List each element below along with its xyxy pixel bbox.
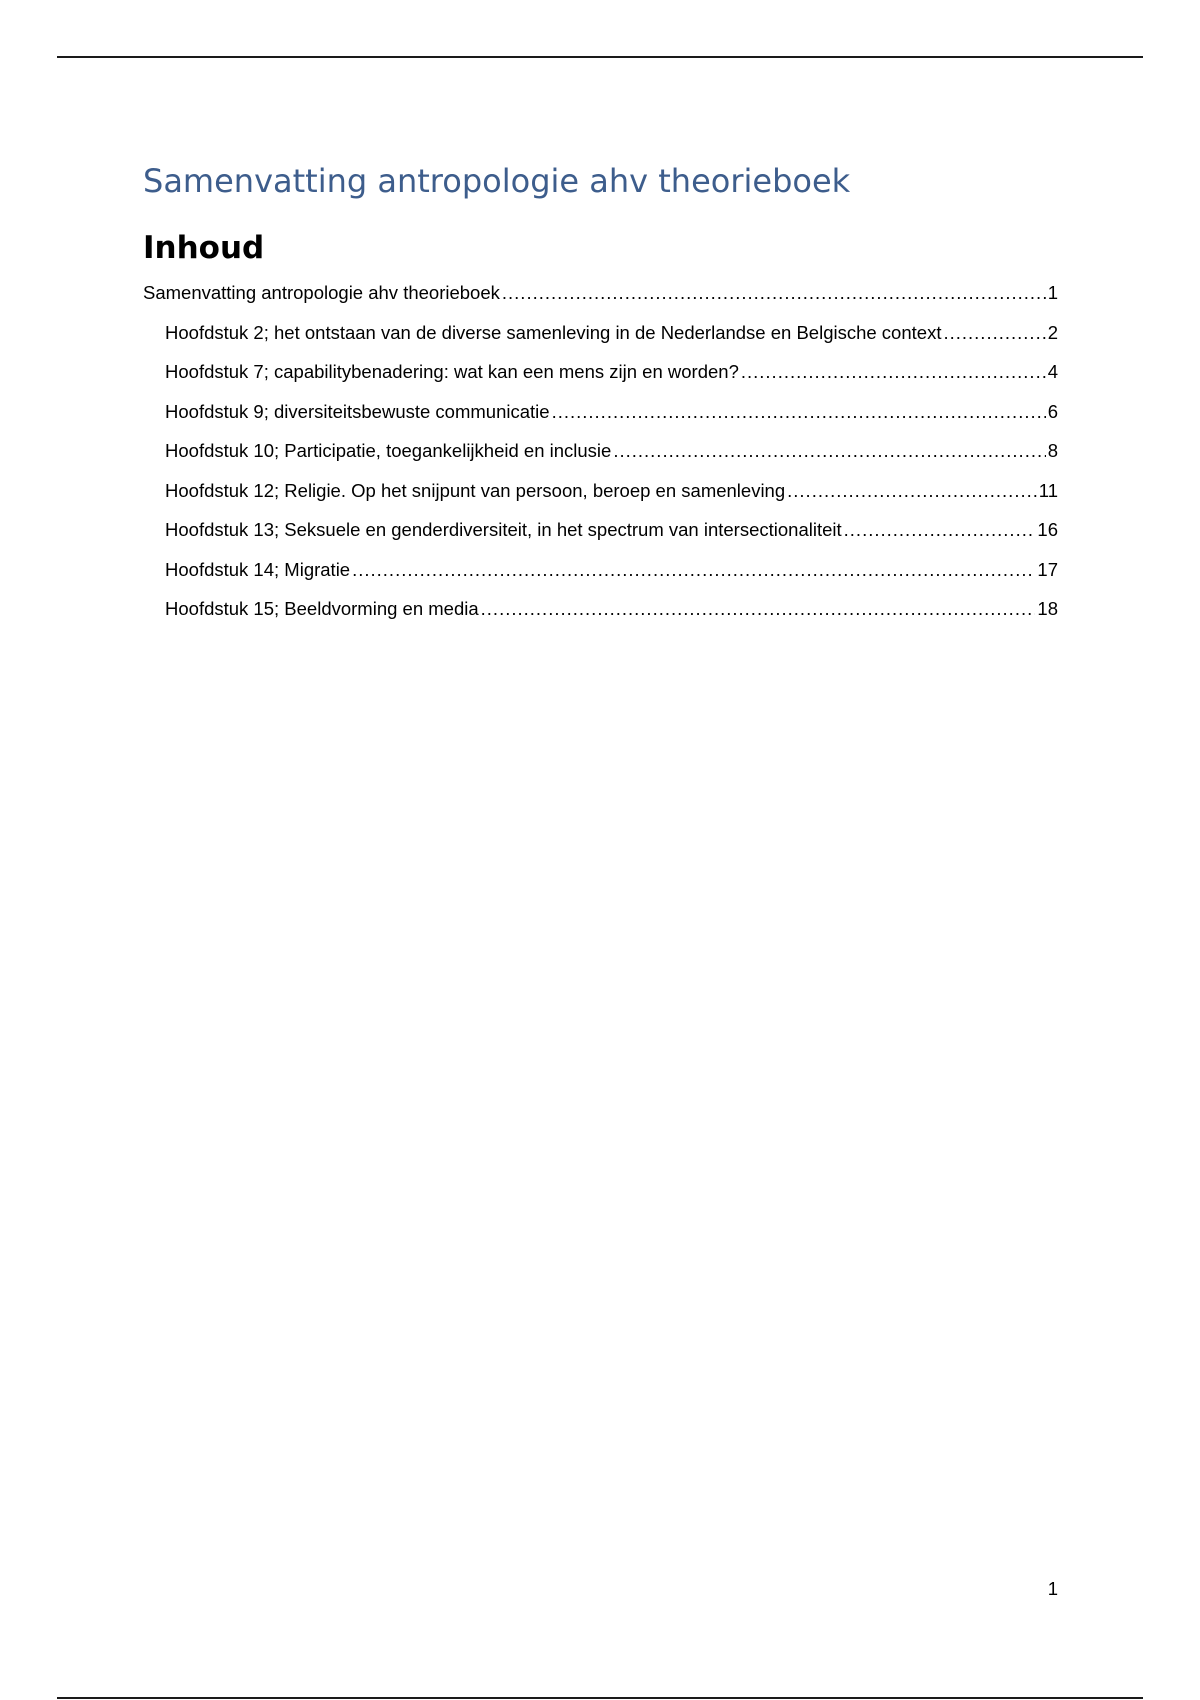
toc-entry-text: Hoofdstuk 2; het ontstaan van de diverse samenleving in de Nederlandse en Belgische context	[165, 321, 942, 343]
toc-entry-text: Hoofdstuk 7; capabilitybenadering: wat kan een mens zijn en worden?	[165, 361, 739, 382]
toc-entry[interactable]	[143, 480, 1058, 520]
header-rule	[57, 56, 1143, 58]
toc-heading: Inhoud	[143, 230, 265, 266]
toc-entry-page: 8	[1047, 440, 1058, 461]
toc-dot-leader	[502, 282, 1046, 304]
page-number: 1	[1047, 1578, 1058, 1599]
toc-entry-page: 2	[1047, 321, 1058, 343]
toc-entry[interactable]	[143, 559, 1058, 599]
toc-entry-page: 6	[1047, 400, 1058, 422]
toc-entry[interactable]	[143, 440, 1058, 480]
toc-dot-leader	[844, 519, 1036, 541]
toc-entry-text: Hoofdstuk 13; Seksuele en genderdiversiteit, in het spectrum van intersectionaliteit	[165, 519, 842, 540]
toc-entry-text: Hoofdstuk 15; Beeldvorming en media	[165, 598, 479, 619]
toc-entry-page: 17	[1037, 558, 1058, 580]
toc-entry[interactable]	[143, 322, 1058, 362]
toc-entry-text: Hoofdstuk 9; diversiteitsbewuste communicatie	[165, 400, 550, 422]
toc-entry-page: 1	[1047, 282, 1058, 303]
document-title: Samenvatting antropologie ahv theorieboek	[143, 162, 851, 200]
toc-entry-text: Hoofdstuk 12; Religie. Op het snijpunt van persoon, beroep en samenleving	[165, 479, 786, 501]
toc-entry-text: Hoofdstuk 10; Participatie, toegankelijkheid en inclusie	[165, 440, 612, 461]
toc-entry-page: 4	[1047, 361, 1058, 382]
toc-dot-leader	[943, 322, 1045, 344]
toc-dot-leader	[741, 361, 1046, 383]
toc-dot-leader	[481, 598, 1036, 620]
table-of-contents	[143, 282, 1058, 638]
toc-entry-page: 18	[1037, 598, 1058, 619]
toc-dot-leader	[552, 401, 1046, 423]
toc-entry-text: Samenvatting antropologie ahv theorieboek	[143, 282, 500, 303]
toc-entry-page: 11	[1038, 479, 1058, 501]
toc-dot-leader	[787, 480, 1037, 502]
toc-entry[interactable]	[143, 361, 1058, 401]
toc-dot-leader	[613, 440, 1045, 462]
toc-dot-leader	[352, 559, 1035, 581]
toc-entry-page: 16	[1037, 519, 1058, 540]
footer-rule	[57, 1697, 1143, 1699]
toc-entry[interactable]	[143, 401, 1058, 441]
toc-entry[interactable]	[143, 282, 1058, 322]
toc-entry-text: Hoofdstuk 14; Migratie	[165, 558, 351, 580]
toc-entry[interactable]	[143, 598, 1058, 638]
toc-entry[interactable]	[143, 519, 1058, 559]
